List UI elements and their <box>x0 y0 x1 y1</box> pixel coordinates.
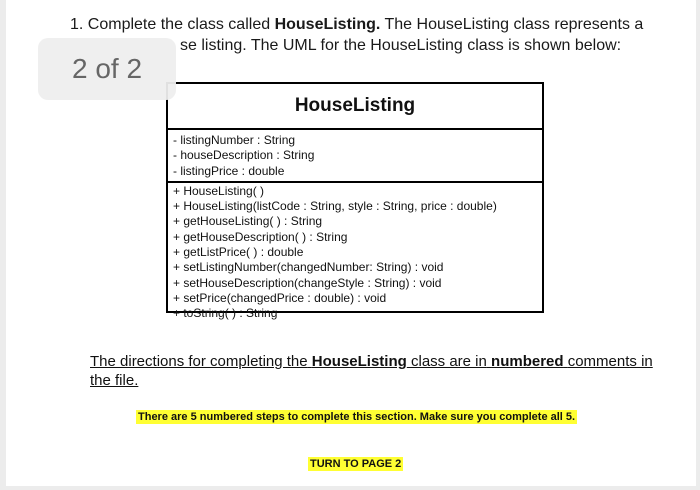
directions-prefix: The directions for completing the <box>90 353 308 370</box>
uml-method: + setHouseDescription(changeStyle : String) : void <box>173 275 442 290</box>
turn-page-note: TURN TO PAGE 2 <box>310 458 402 470</box>
directions-class-name: HouseListing <box>311 353 407 370</box>
question-line1-prefix: Complete the class called <box>87 16 271 33</box>
uml-class-diagram <box>166 82 544 321</box>
uml-method: + toString( ) : String <box>173 306 278 321</box>
uml-attributes <box>168 130 542 183</box>
question-class-name: HouseListing. <box>274 16 381 33</box>
uml-attribute: - listingNumber : String <box>173 133 296 147</box>
uml-attribute: - houseDescription : String <box>173 148 315 163</box>
highlighted-note: There are 5 numbered steps to complete this section. Make sure you complete all 5. <box>138 411 576 423</box>
uml-method: + getHouseListing( ) : String <box>173 214 323 229</box>
uml-attribute: - listingPrice : double <box>173 163 285 178</box>
question-line1-suffix: The HouseListing class represents a <box>384 16 644 33</box>
uml-method: + getHouseDescription( ) : String <box>173 229 348 244</box>
uml-method: + setPrice(changedPrice : double) : void <box>173 290 387 305</box>
uml-method: + HouseListing( ) <box>173 183 265 198</box>
uml-method: + getListPrice( ) : double <box>173 245 304 260</box>
question-line2: se listing. The UML for the HouseListing class is shown below: <box>180 37 622 54</box>
directions-emphasis: numbered <box>491 353 564 370</box>
question-number: 1. <box>70 16 84 33</box>
uml-methods <box>168 183 542 322</box>
page-indicator-badge: 2 of 2 <box>38 38 176 100</box>
uml-method: + setListingNumber(changedNumber: String) : void <box>173 260 444 275</box>
directions-suffix: comments in the file. <box>90 353 653 389</box>
directions-middle: class are in <box>410 353 487 370</box>
uml-class-title: HouseListing <box>168 84 542 130</box>
directions-text <box>90 352 670 390</box>
uml-method: + HouseListing(listCode : String, style : String, price : double) <box>173 199 497 214</box>
